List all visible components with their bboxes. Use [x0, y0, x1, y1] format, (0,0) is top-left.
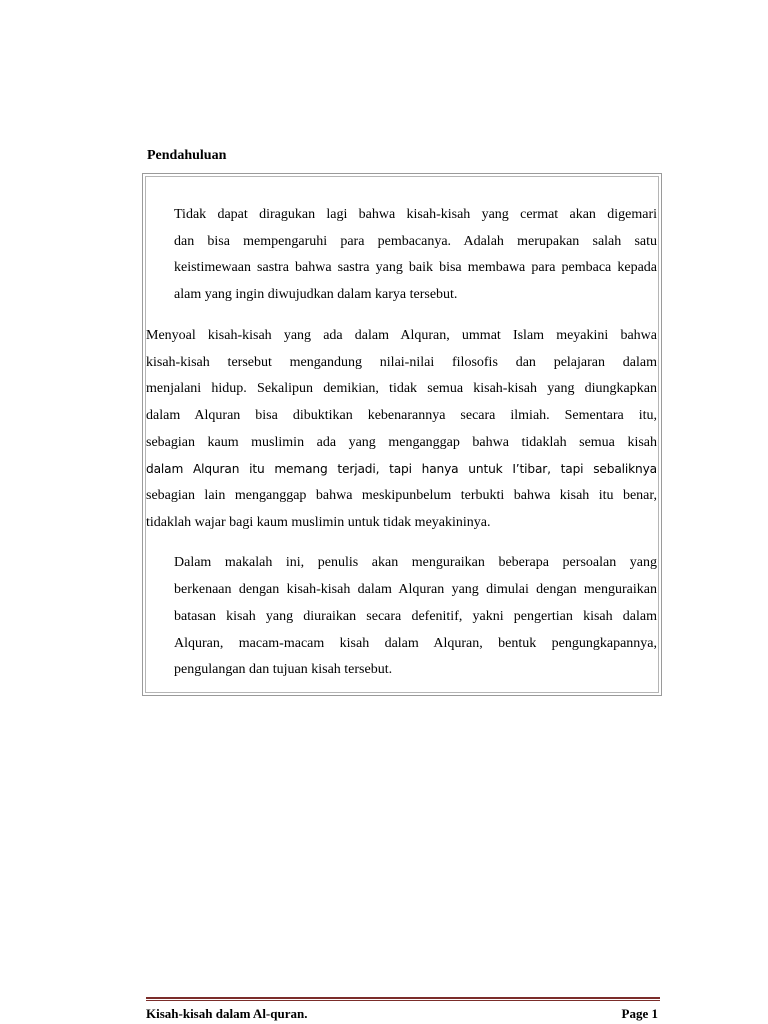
paragraph-1 — [146, 202, 657, 309]
text-line: dalam Alquran itu memang terjadi, tapi hanya untuk I’tibar, tapi sebaliknya — [146, 462, 657, 477]
text-line: Menyoal kisah-kisah yang ada dalam Alquran, ummat Islam meyakini bahwa — [146, 327, 657, 343]
text-line: keistimewaan sastra bahwa sastra yang baik bisa membawa para pembaca kepada — [174, 260, 657, 276]
text-line: Alquran, macam-macam kisah dalam Alquran, bentuk pengungkapannya, — [174, 635, 657, 651]
text-line: sebagian kaum muslimin ada yang menganggap bahwa tidaklah semua kisah — [146, 434, 657, 450]
text-line: sebagian lain menganggap bahwa meskipunbelum terbukti bahwa kisah itu benar, — [146, 488, 657, 504]
footer-title: Kisah-kisah dalam Al-quran. — [146, 1006, 308, 1021]
text-line: dalam Alquran bisa dibuktikan kebenarannya secara ilmiah. Sementara itu, — [146, 407, 657, 423]
body-text — [146, 202, 657, 698]
text-line: kisah-kisah tersebut mengandung nilai-nilai filosofis dan pelajaran dalam — [146, 354, 657, 370]
paragraph-2 — [146, 323, 657, 537]
text-line: Tidak dapat diragukan lagi bahwa kisah-kisah yang cermat akan digemari — [174, 207, 657, 222]
text-line: dan bisa mempengaruhi para pembacanya. Adalah merupakan salah satu — [174, 233, 657, 249]
text-line: batasan kisah yang diuraikan secara defenitif, yakni pengertian kisah dalam — [174, 608, 657, 624]
text-line: Dalam makalah ini, penulis akan menguraikan beberapa persoalan yang — [174, 555, 657, 571]
text-line: pengulangan dan tujuan kisah tersebut. — [174, 662, 393, 678]
section-heading: Pendahuluan — [147, 148, 227, 163]
paragraph-3 — [146, 550, 657, 684]
text-line: alam yang ingin diwujudkan dalam karya tersebut. — [174, 287, 458, 303]
text-line: berkenaan dengan kisah-kisah dalam Alquran yang dimulai dengan menguraikan — [174, 582, 657, 598]
footer-divider — [146, 997, 660, 1001]
page-number: Page 1 — [621, 1006, 658, 1021]
text-line: menjalani hidup. Sekalipun demikian, tidak semua kisah-kisah yang diungkapkan — [146, 381, 657, 397]
text-line: tidaklah wajar bagi kaum muslimin untuk tidak meyakininya. — [146, 514, 491, 530]
